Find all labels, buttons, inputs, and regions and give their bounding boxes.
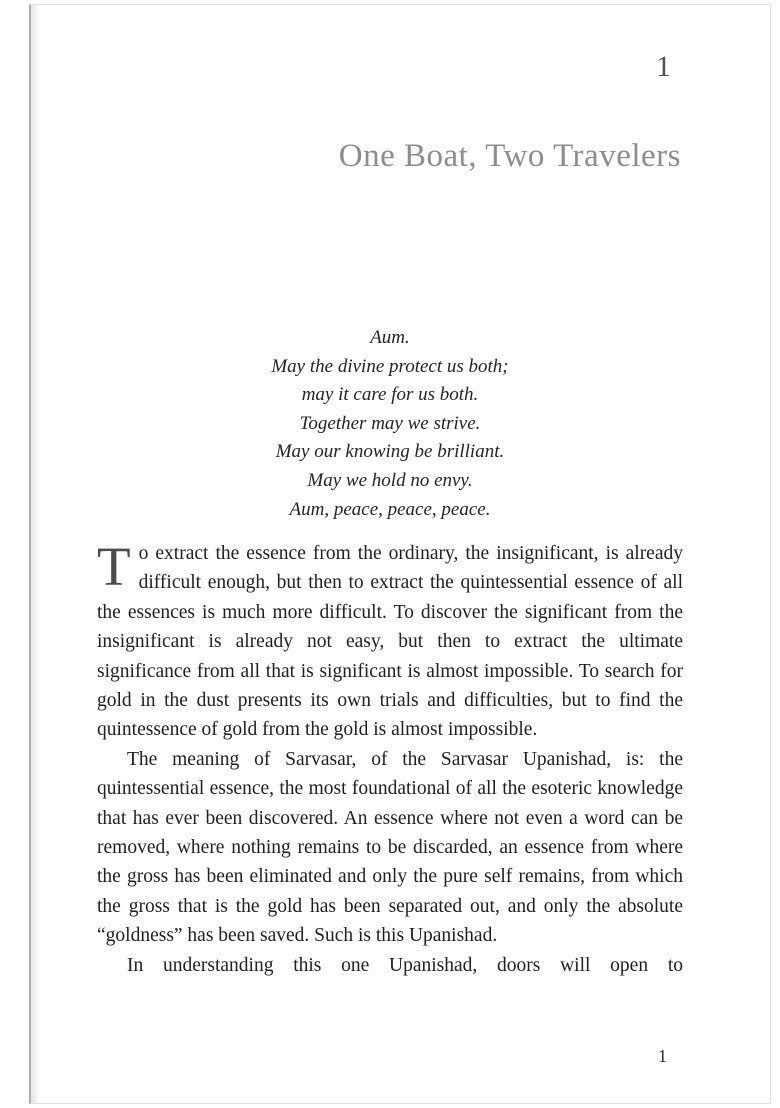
paragraph-text: o extract the essence from the ordinary, the insignificant, is already difficult enough, but then to extract the quintessential essence of all the essences is much more difficult. To discover the significant from the insignificant is already not easy, but then to extract the ultimate significance from all that is significant is almost impossible. To search for gold in the dust presents its own trials and difficulties, but to find the quintessence of gold from the gold is almost impossible. (97, 543, 683, 741)
invocation-verse (97, 324, 683, 524)
verse-line: may it care for us both. (301, 384, 479, 406)
verse-line: Aum. (370, 327, 410, 348)
body-paragraph: In understanding this one Upanishad, doors will open to (127, 954, 683, 976)
page-number: 1 (658, 1046, 667, 1066)
book-page (97, 0, 683, 1108)
verse-line: May we hold no envy. (307, 469, 473, 491)
chapter-number: 1 (656, 50, 671, 83)
verse-line: Together may we strive. (299, 412, 481, 434)
body-paragraph (97, 536, 683, 745)
chapter-title: One Boat, Two Travelers (338, 138, 681, 174)
body-text (97, 536, 683, 980)
verse-line: Aum, peace, peace, peace. (289, 498, 491, 520)
drop-cap: T (97, 536, 131, 597)
body-paragraph: The meaning of Sarvasar, of the Sarvasar Upanishad, is: the quintessential essence, the most foundational of all the esoteric knowledge that has ever been discovered. An essence where not even a word can be removed, where nothing remains to be discarded, an essence from where the gross has been eliminated and only the pure self remains, from which the gross that is the gold has been separated out, and only the absolute “goldness” has been saved. Such is this Upanishad. (97, 748, 683, 947)
verse-line: May our knowing be brilliant. (275, 441, 505, 463)
verse-line: May the divine protect us both; (271, 355, 509, 377)
